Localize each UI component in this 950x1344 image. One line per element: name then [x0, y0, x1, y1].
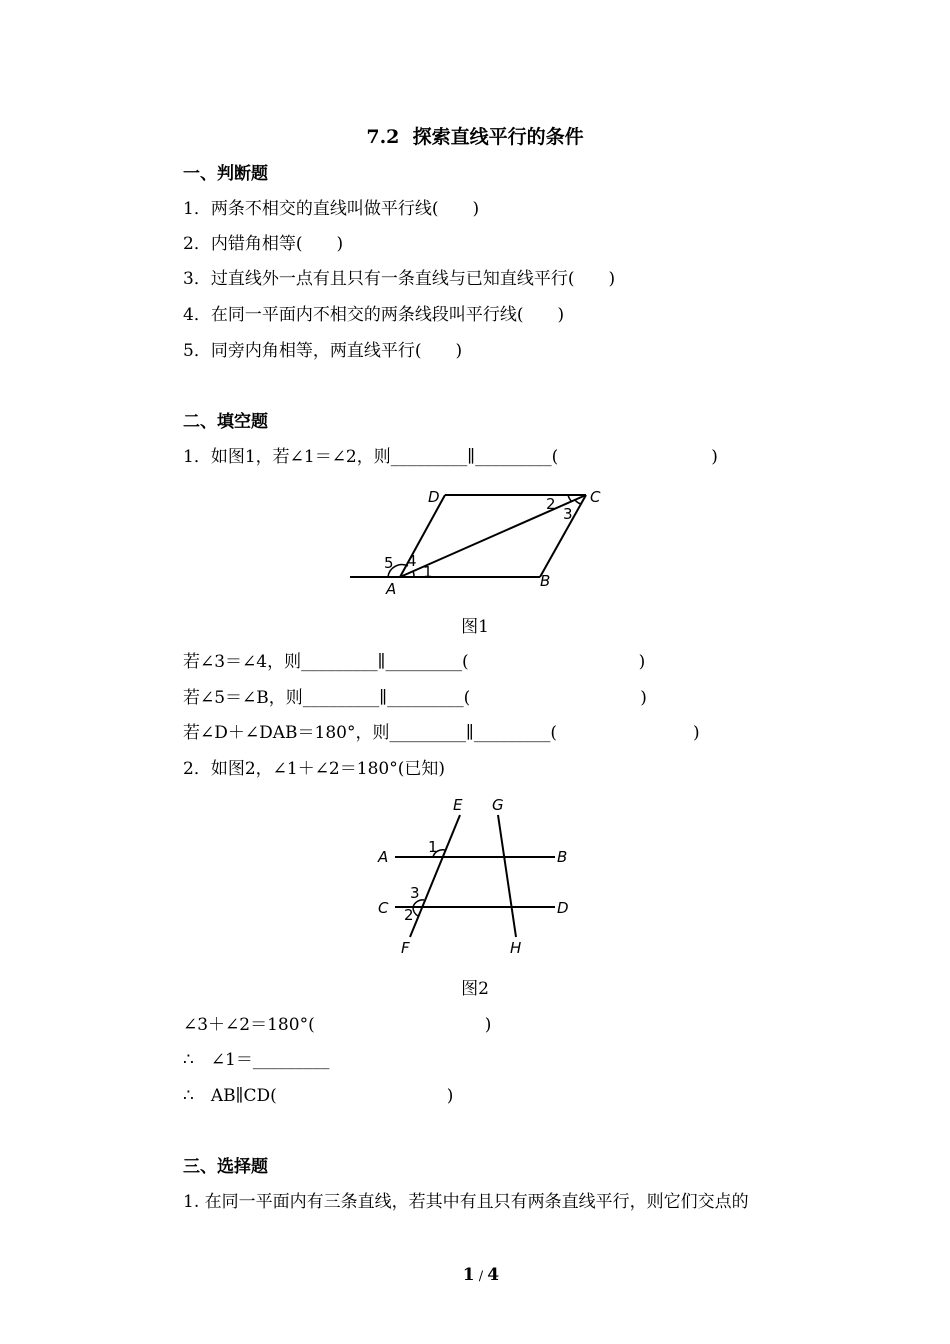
angle-label-4: 4	[407, 552, 417, 570]
point-label-h: H	[510, 939, 522, 957]
angle-label-3: 3	[410, 884, 420, 902]
angle-label-3: 3	[563, 505, 573, 523]
point-label-a: A	[386, 580, 397, 598]
fill-question-2: 2．如图2，∠1＋∠2＝180°(已知)	[183, 759, 445, 779]
figure-2-caption: 图2	[461, 979, 489, 999]
segment-ac	[400, 495, 586, 577]
judge-question-2: 2．内错角相等( )	[183, 234, 344, 254]
page-total: 4	[487, 1265, 500, 1285]
angle-arc-a-inner	[413, 571, 414, 577]
segment-cb	[540, 495, 586, 577]
angle-label-5: 5	[384, 554, 394, 572]
line-ef	[410, 815, 460, 937]
angle-label-1: 1	[428, 838, 438, 856]
point-label-a: A	[378, 848, 389, 866]
fill-question-1-line-3: 若∠5＝∠B，则_________∥_________( )	[183, 688, 647, 708]
page-title: 7.2 探索直线平行的条件	[366, 126, 584, 148]
segment-ad	[400, 495, 445, 577]
angle-arc-2	[413, 907, 418, 916]
fill-question-2-line-3: ∴ ∠1＝_________	[183, 1050, 330, 1070]
point-label-d: D	[557, 899, 569, 917]
angle-arc-a	[388, 565, 408, 577]
line-gh	[498, 815, 516, 937]
fill-question-2-line-4: ∴ AB∥CD( )	[183, 1086, 454, 1106]
angle-label-2: 2	[546, 495, 556, 513]
point-label-e: E	[453, 796, 463, 814]
point-label-c: C	[378, 899, 389, 917]
figure-1-caption: 图1	[461, 617, 489, 637]
fill-question-1-line-4: 若∠D＋∠DAB＝180°，则_________∥_________( )	[183, 723, 700, 743]
angle-arc-c	[568, 495, 572, 502]
fill-question-1-line-2: 若∠3＝∠4，则_________∥_________( )	[183, 652, 646, 672]
point-label-c: C	[590, 488, 601, 506]
judge-question-3: 3．过直线外一点有且只有一条直线与已知直线平行( )	[183, 269, 616, 289]
judge-question-4: 4．在同一平面内不相交的两条线段叫平行线( )	[183, 305, 565, 325]
section3-heading: 三、选择题	[183, 1157, 268, 1177]
point-label-f: F	[401, 939, 410, 957]
page-number: 1	[462, 1265, 475, 1285]
angle-arc-1	[433, 850, 445, 857]
point-label-b: B	[557, 848, 568, 866]
fill-question-2-line-2: ∠3＋∠2＝180°( )	[183, 1015, 492, 1035]
point-label-g: G	[492, 796, 504, 814]
page-separator: /	[474, 1269, 488, 1284]
section1-heading: 一、判断题	[183, 164, 268, 184]
fill-question-1: 1．如图1，若∠1＝∠2，则_________∥_________( )	[183, 447, 718, 467]
judge-question-1: 1．两条不相交的直线叫做平行线( )	[183, 199, 480, 219]
angle-label-2: 2	[404, 906, 414, 924]
point-label-b: B	[540, 572, 551, 590]
judge-question-5: 5．同旁内角相等，两直线平行( )	[183, 341, 463, 361]
choice-question-1: 1. 在同一平面内有三条直线，若其中有且只有两条直线平行，则它们交点的	[183, 1192, 749, 1212]
point-label-d: D	[428, 488, 440, 506]
section2-heading: 二、填空题	[183, 412, 268, 432]
angle-arc-c-inner	[575, 500, 581, 504]
page-footer	[0, 1242, 950, 1288]
angle-arc-3	[413, 900, 424, 907]
angle-label-1: 1	[423, 563, 433, 581]
